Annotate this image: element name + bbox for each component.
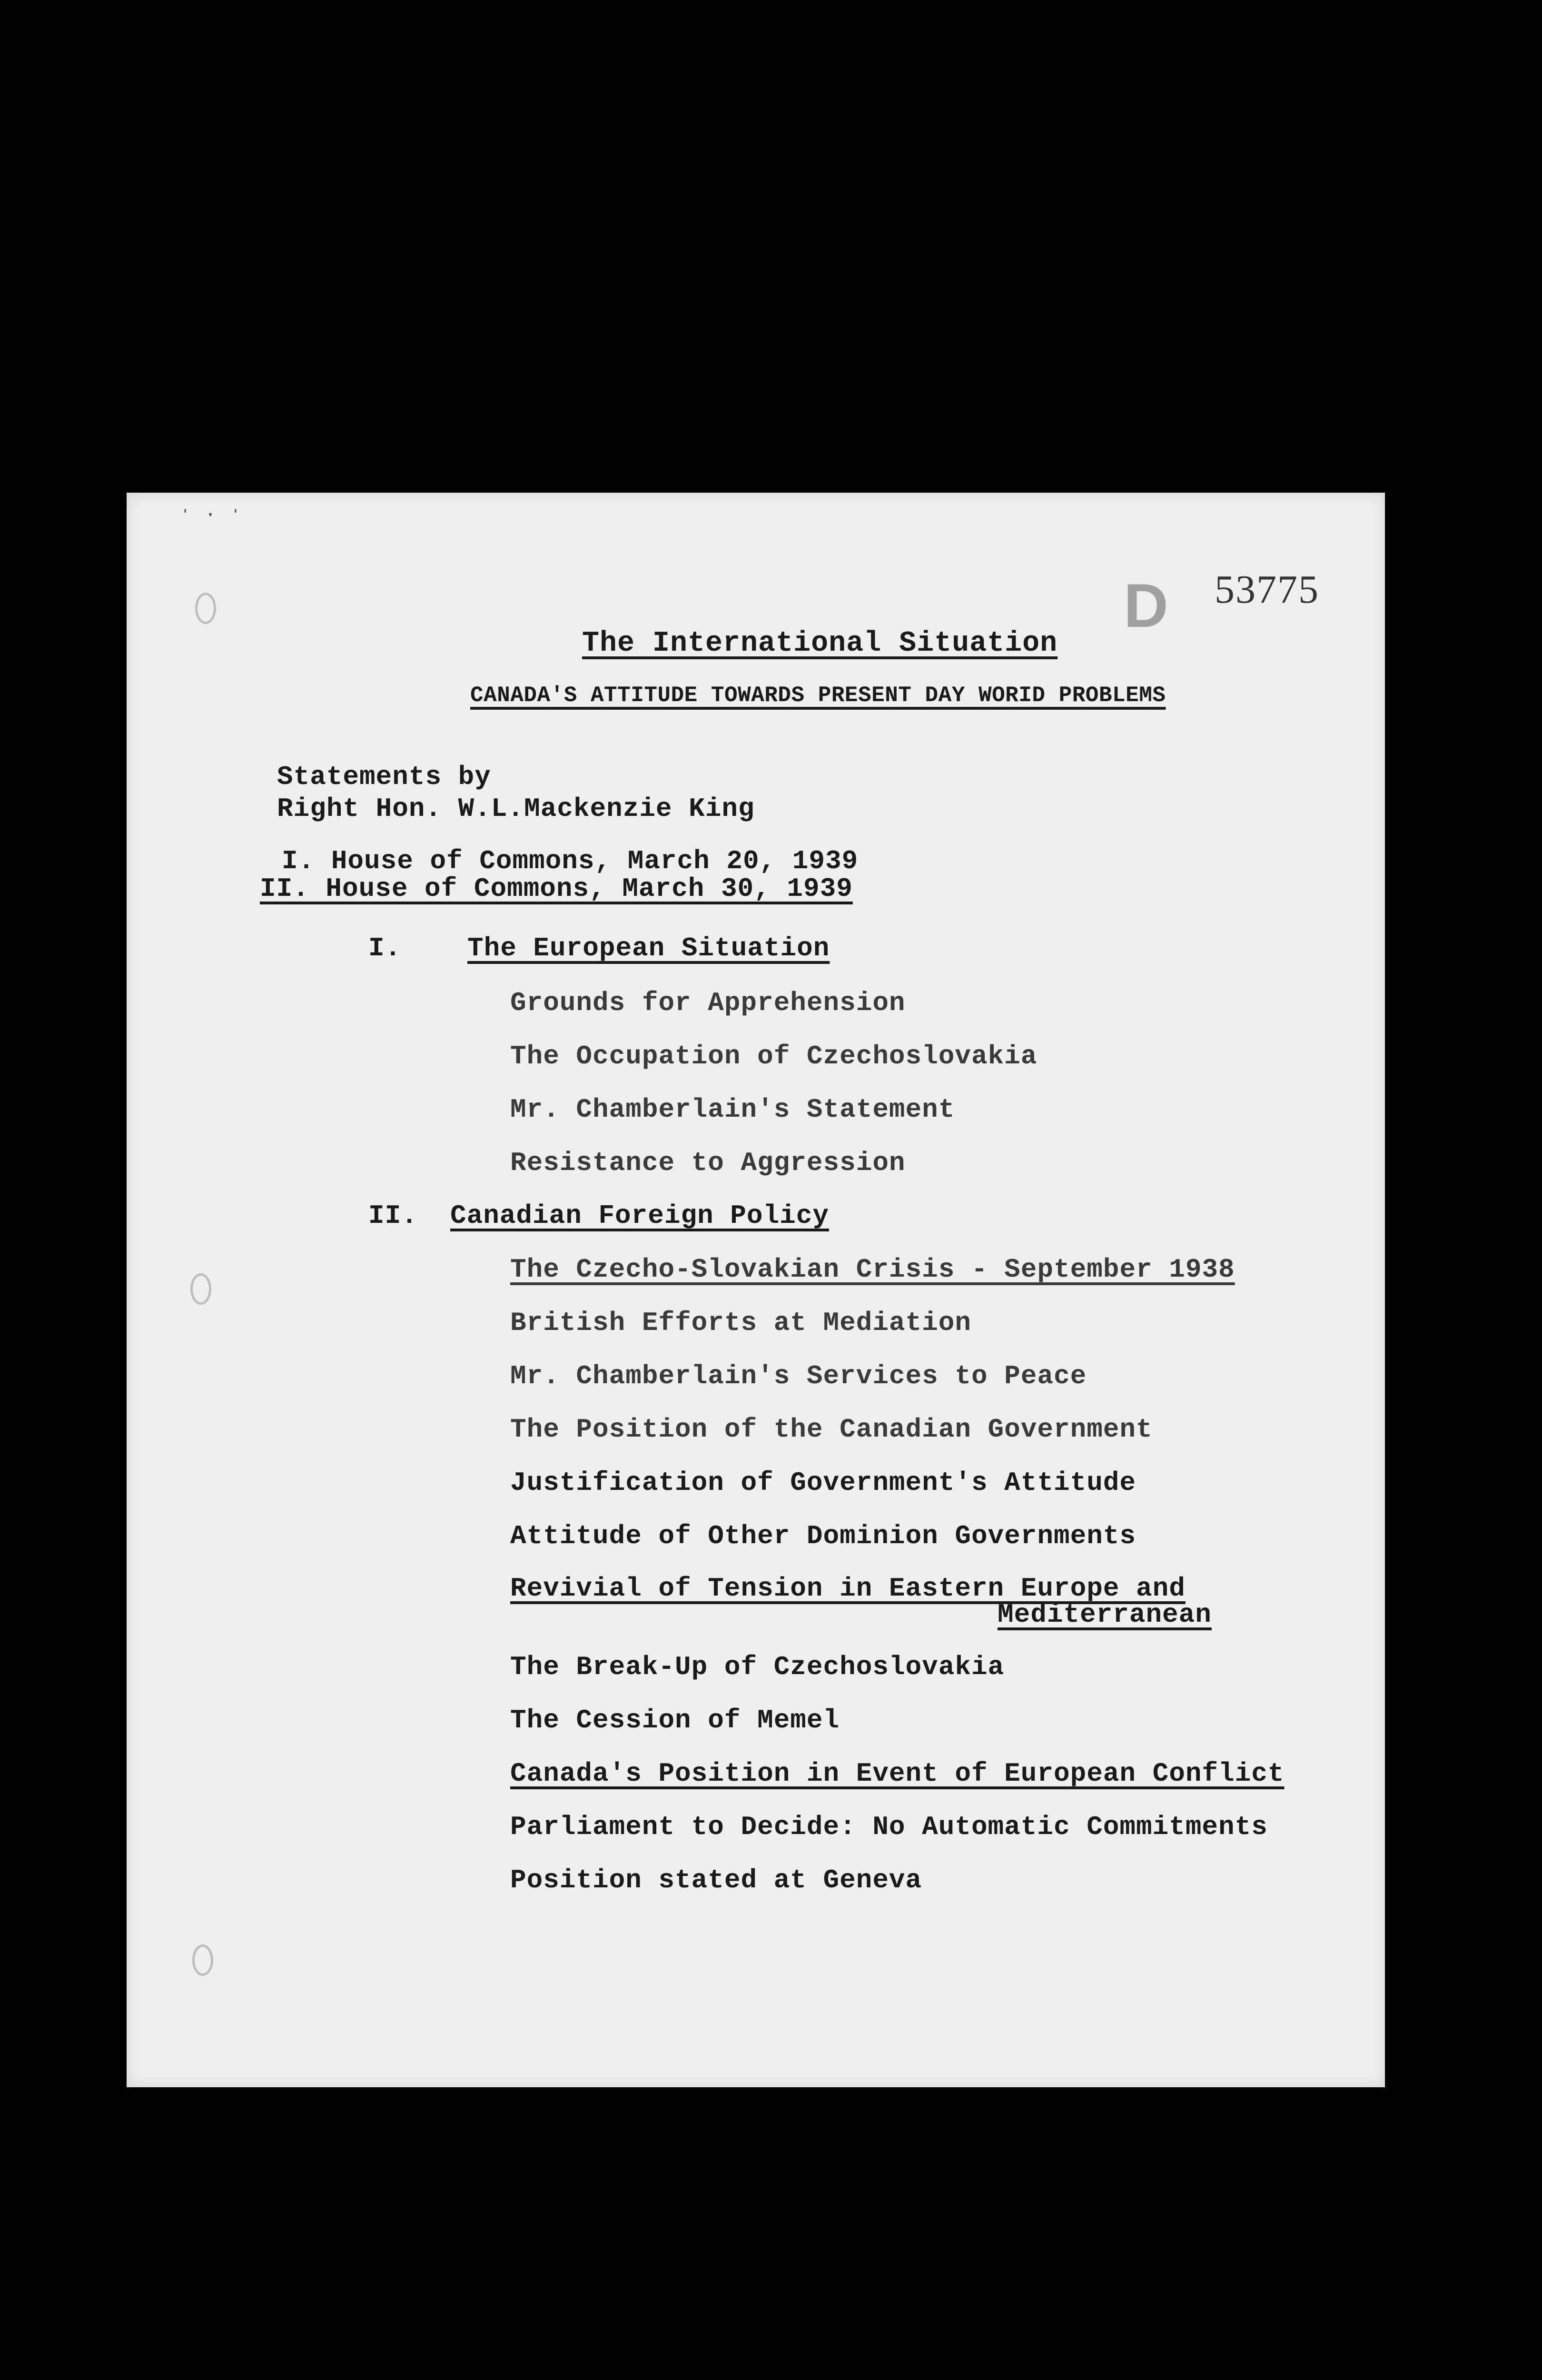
document-subtitle: CANADA'S ATTITUDE TOWARDS PRESENT DAY WORID PROBLEMS — [470, 683, 1166, 708]
section-one-item: The Occupation of Czechoslovakia — [510, 1041, 1038, 1071]
section-two-item: The Break-Up of Czechoslovakia — [510, 1652, 1005, 1682]
section-two-heading: Canadian Foreign Policy — [450, 1200, 829, 1231]
document-title: The International Situation — [582, 627, 1058, 660]
section-one-item: Grounds for Apprehension — [510, 988, 906, 1018]
sitting-two: II. House of Commons, March 30, 1939 — [260, 873, 853, 904]
punch-hole-bottom — [192, 1944, 213, 1976]
sitting-one: I. House of Commons, March 20, 1939 — [282, 846, 859, 876]
section-two-item: Justification of Government's Attitude — [510, 1468, 1137, 1498]
document-page — [127, 493, 1385, 2087]
section-two-numeral: II. — [368, 1200, 418, 1231]
corner-mark: ˈ ˑ ˈ — [179, 507, 242, 531]
section-two-item: Canada's Position in Event of European Conflict — [510, 1758, 1285, 1789]
section-two-item: The Cession of Memel — [510, 1705, 840, 1735]
section-two-item: Revivial of Tension in Eastern Europe and — [510, 1573, 1186, 1604]
section-one-item: Resistance to Aggression — [510, 1148, 906, 1178]
section-one-heading: The European Situation — [467, 933, 830, 963]
statements-by-label: Statements by — [277, 762, 491, 792]
document-number: 53775 — [1215, 567, 1319, 612]
section-two-item: Mr. Chamberlain's Services to Peace — [510, 1361, 1087, 1391]
section-two-item: Parliament to Decide: No Automatic Commitments — [510, 1812, 1268, 1842]
section-one-numeral: I. — [368, 933, 402, 963]
section-two-item-continuation: Mediterranean — [998, 1599, 1212, 1630]
punch-hole-middle — [190, 1273, 211, 1305]
section-two-item: British Efforts at Mediation — [510, 1308, 971, 1338]
section-two-item: Attitude of Other Dominion Governments — [510, 1521, 1137, 1551]
speaker-name: Right Hon. W.L.Mackenzie King — [277, 793, 755, 824]
section-two-item: Position stated at Geneva — [510, 1865, 922, 1895]
section-one-item: Mr. Chamberlain's Statement — [510, 1094, 955, 1125]
punch-hole-top — [195, 593, 216, 624]
section-two-item: The Czecho-Slovakian Crisis - September 1938 — [510, 1254, 1235, 1285]
section-two-item: The Position of the Canadian Government — [510, 1414, 1153, 1445]
archive-stamp-letter: D — [1124, 571, 1168, 640]
